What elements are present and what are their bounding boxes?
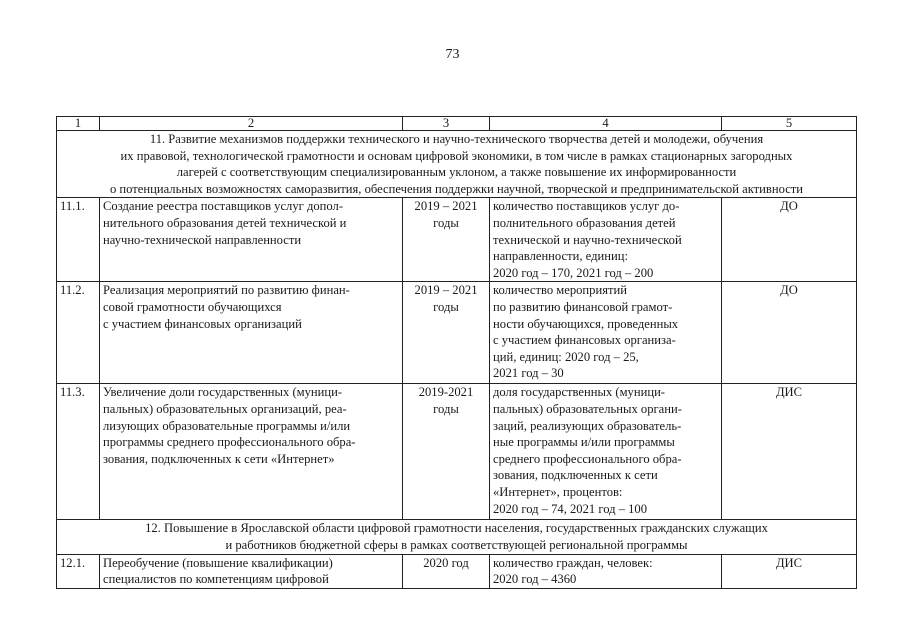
row-number: 12.1. (57, 554, 100, 588)
period: 2019 – 2021 годы (403, 282, 490, 384)
column-number-2: 2 (100, 117, 403, 131)
page-number: 73 (445, 47, 460, 62)
activity-name: Увеличение доли государственных (муници- пальных) образовательных организаций, реа- лизующих образовательные программы и/или программы среднего профессионального обра- зования, подключенных к сети «Интернет» (100, 384, 403, 520)
section-12-row (57, 520, 857, 554)
executor: ДО (722, 198, 857, 282)
table-row-11-1 (57, 198, 857, 282)
table-row-11-3 (57, 384, 857, 520)
table-row-11-2 (57, 282, 857, 384)
activity-name: Реализация мероприятий по развитию финан- совой грамотности обучающихся с участием финансовых организаций (100, 282, 403, 384)
table-row-12-1 (57, 554, 857, 588)
row-number: 11.3. (57, 384, 100, 520)
section-11-title: 11. Развитие механизмов поддержки технического и научно-технического творчества детей и молодежи, обучения их правовой, технологической грамотности и основам цифровой экономики, в том числе в рамках стационарных загородных лагерей с соответствующим специализированным уклоном, а также повышение их информированности о потенциальных возможностях саморазвития, обеспечения поддержки научной, творческой и предпринимательской активности (57, 131, 857, 198)
section-12-title: 12. Повышение в Ярославской области цифровой грамотности населения, государственных гражданских служащих и работников бюджетной сферы в рамках соответствующей региональной программы (57, 520, 857, 554)
column-number-5: 5 (722, 117, 857, 131)
indicator: доля государственных (муници- пальных) образовательных органи- заций, реализующих образователь- ные программы и/или программы среднего профессионального обра- зования, подключенных к сети «Интернет», процентов: 2020 год – 74, 2021 год – 100 (490, 384, 722, 520)
period: 2019 – 2021 годы (403, 198, 490, 282)
executor: ДИС (722, 554, 857, 588)
activity-name: Переобучение (повышение квалификации) специалистов по компетенциям цифровой (100, 554, 403, 588)
period: 2020 год (403, 554, 490, 588)
column-number-4: 4 (490, 117, 722, 131)
executor: ДИС (722, 384, 857, 520)
column-number-1: 1 (57, 117, 100, 131)
column-number-3: 3 (403, 117, 490, 131)
indicator: количество поставщиков услуг до- полнительного образования детей технической и научно-технической направленности, единиц: 2020 год – 170, 2021 год – 200 (490, 198, 722, 282)
column-number-row (57, 117, 857, 131)
indicator: количество граждан, человек: 2020 год – 4360 (490, 554, 722, 588)
action-plan-table (56, 116, 857, 589)
row-number: 11.1. (57, 198, 100, 282)
activity-name: Создание реестра поставщиков услуг допол- нительного образования детей технической и научно-технической направленности (100, 198, 403, 282)
section-11-row (57, 131, 857, 198)
period: 2019-2021 годы (403, 384, 490, 520)
executor: ДО (722, 282, 857, 384)
indicator: количество мероприятий по развитию финансовой грамот- ности обучающихся, проведенных с участием финансовых организа- ций, единиц: 2020 год – 25, 2021 год – 30 (490, 282, 722, 384)
row-number: 11.2. (57, 282, 100, 384)
